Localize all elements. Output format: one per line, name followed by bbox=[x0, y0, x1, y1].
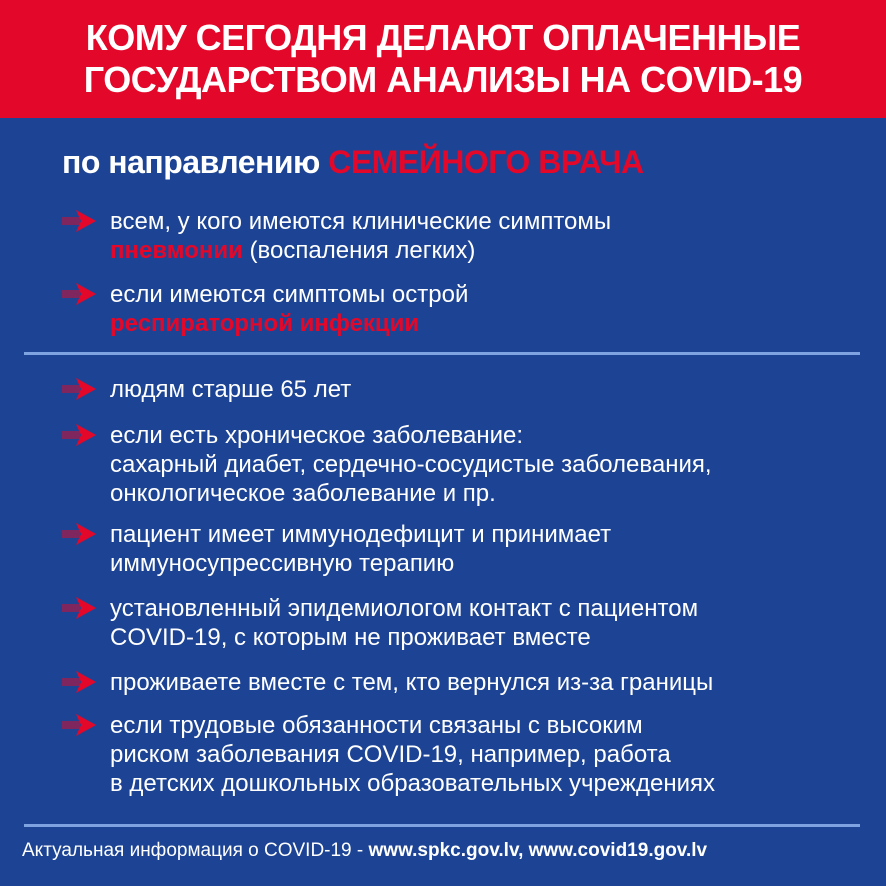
subtitle-prefix: по направлению bbox=[62, 144, 329, 180]
arrow-right-icon bbox=[62, 595, 96, 621]
list-item-line: если трудовые обязанности связаны с высоким bbox=[110, 712, 643, 739]
list-item bbox=[110, 280, 468, 338]
list-item-line: COVID-19, с которым не проживает вместе bbox=[110, 624, 591, 651]
list-item-line: онкологическое заболевание и пр. bbox=[110, 480, 496, 507]
subtitle-accent: СЕМЕЙНОГО ВРАЧА bbox=[328, 144, 644, 180]
list-item bbox=[110, 594, 698, 652]
list-item-line: если есть хроническое заболевание: bbox=[110, 422, 524, 449]
list-item bbox=[110, 711, 715, 798]
list-item bbox=[110, 375, 351, 404]
footer-links[interactable]: www.spkc.gov.lv, www.covid19.gov.lv bbox=[368, 840, 708, 861]
arrow-right-icon bbox=[62, 521, 96, 547]
subtitle bbox=[62, 144, 644, 181]
header-title-line-1: КОМУ СЕГОДНЯ ДЕЛАЮТ ОПЛАЧЕННЫЕ bbox=[85, 17, 801, 58]
list-item-line: пациент имеет иммунодефицит и принимает bbox=[110, 521, 612, 548]
list-item-line: в детских дошкольных образовательных учреждениях bbox=[110, 770, 715, 797]
list-item bbox=[110, 520, 611, 578]
footer-divider bbox=[24, 824, 860, 827]
list-item-accent: пневмонии bbox=[110, 237, 243, 264]
list-item-accent: респираторной инфекции bbox=[110, 310, 420, 337]
arrow-right-icon bbox=[62, 712, 96, 738]
list-item-line: иммуносупрессивную терапию bbox=[110, 550, 455, 577]
header-banner bbox=[0, 0, 886, 118]
list-item-line bbox=[110, 236, 611, 265]
list-item bbox=[110, 421, 712, 508]
header-title-line-2: ГОСУДАРСТВОМ АНАЛИЗЫ НА COVID-19 bbox=[83, 59, 803, 100]
list-item-line: если имеются симптомы острой bbox=[110, 281, 469, 308]
section-divider bbox=[24, 352, 860, 355]
footer bbox=[22, 840, 707, 862]
list-item bbox=[110, 207, 611, 265]
list-item bbox=[110, 668, 713, 697]
list-item-line: проживаете вместе с тем, кто вернулся из-за границы bbox=[110, 669, 714, 696]
arrow-right-icon bbox=[62, 208, 96, 234]
list-item-line bbox=[110, 309, 468, 338]
list-item-line: людям старше 65 лет bbox=[110, 376, 352, 403]
arrow-right-icon bbox=[62, 669, 96, 695]
list-item-line: установленный эпидемиологом контакт с пациентом bbox=[110, 595, 699, 622]
arrow-right-icon bbox=[62, 281, 96, 307]
list-item-line: сахарный диабет, сердечно-сосудистые заболевания, bbox=[110, 451, 712, 478]
list-item-line: риском заболевания COVID-19, например, работа bbox=[110, 741, 671, 768]
footer-text: Актуальная информация о COVID-19 - bbox=[22, 840, 369, 861]
list-item-text: (воспаления легких) bbox=[242, 237, 476, 264]
arrow-right-icon bbox=[62, 376, 96, 402]
arrow-right-icon bbox=[62, 422, 96, 448]
list-item-line: всем, у кого имеются клинические симптомы bbox=[110, 208, 612, 235]
